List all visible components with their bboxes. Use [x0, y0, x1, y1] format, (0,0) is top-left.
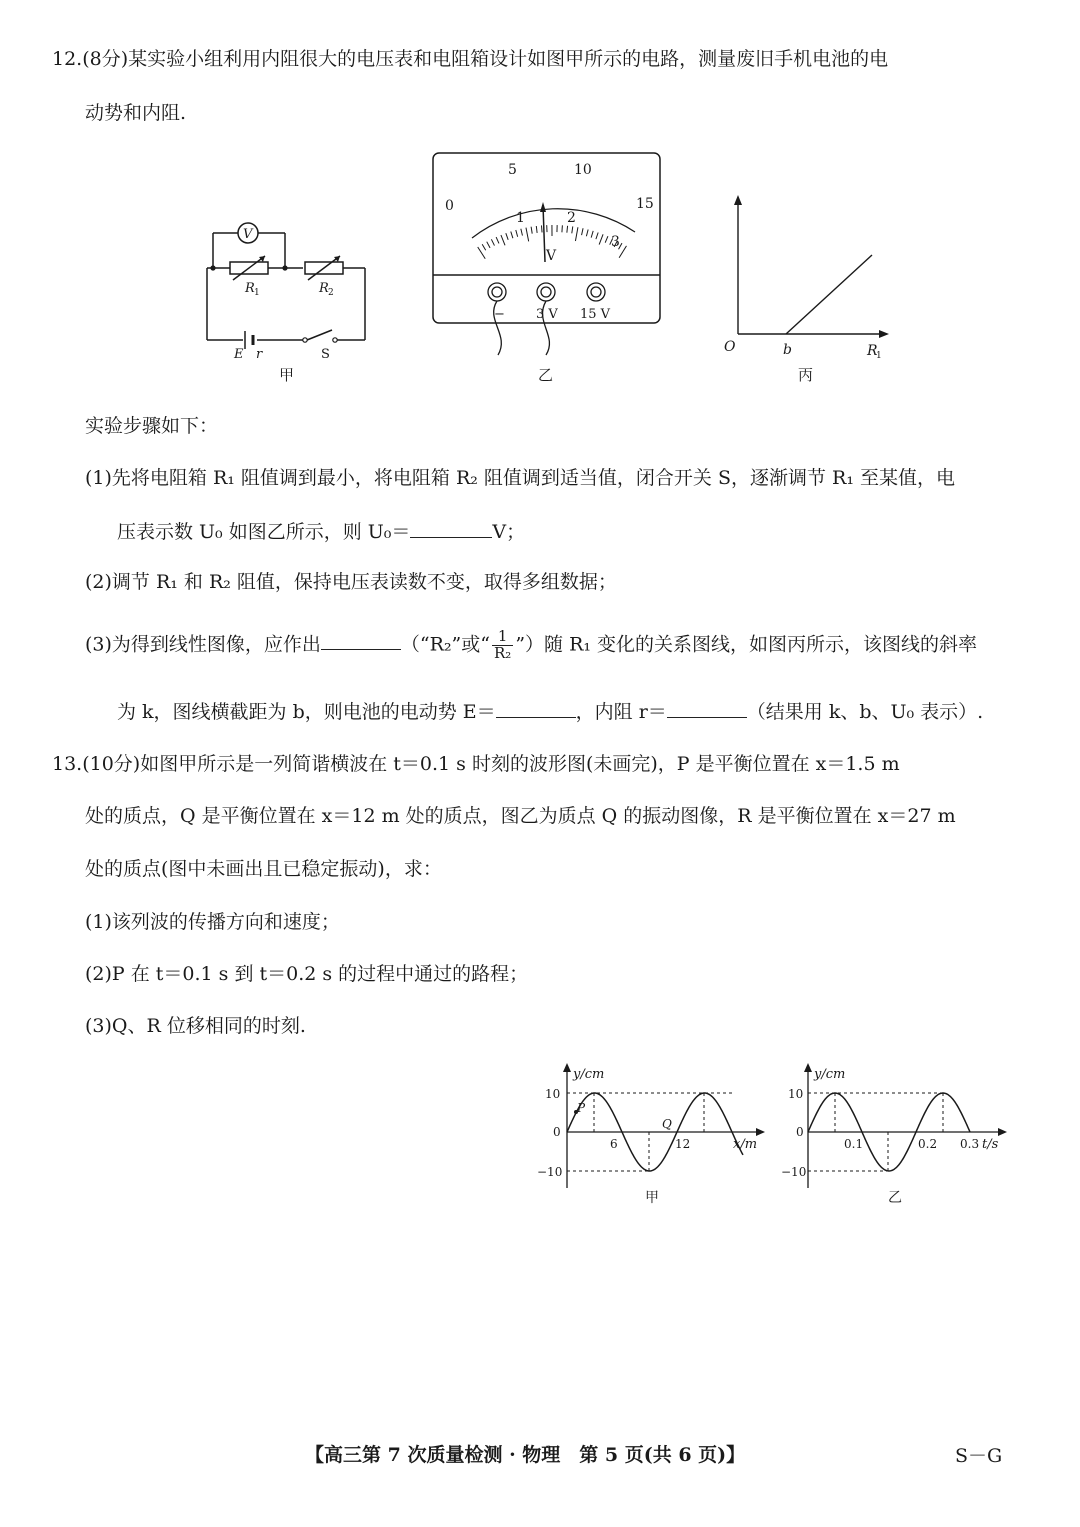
- meter-tick: [591, 231, 593, 238]
- step3-text-b: （“R₂”或“: [400, 633, 490, 656]
- step3-line1: [85, 629, 977, 662]
- step1-text: 压表示数 U₀ 如图乙所示，则 U₀＝: [117, 521, 411, 543]
- terminal-3v: 3 V: [536, 307, 558, 322]
- answer-blank-emf[interactable]: [496, 701, 576, 718]
- step1-line2: [117, 521, 525, 542]
- caption-bing: 丙: [798, 366, 814, 384]
- graph-yi-caption: 乙: [888, 1190, 902, 1206]
- meter-tick: [521, 229, 523, 236]
- step3-text-f: （结果用 k、b、U₀ 表示）.: [746, 701, 984, 723]
- paper-code: S－G: [955, 1445, 1003, 1467]
- graph-jia-xtick-12: 12: [675, 1137, 691, 1151]
- fraction-1-over-r2: [492, 629, 513, 662]
- meter-tick: [501, 235, 505, 245]
- circuit-diagram: [195, 210, 380, 385]
- q13-part3: (3)Q、R 位移相同的时刻.: [85, 1015, 306, 1037]
- graph-jia-ytick-10: 10: [545, 1087, 561, 1101]
- q13-line2: 处的质点，Q 是平衡位置在 x＝12 m 处的质点，图乙为质点 Q 的振动图像，R 是平衡位置在 x＝27 m: [85, 805, 956, 827]
- graph-yi-ytick-0: 0: [796, 1125, 804, 1139]
- linear-graph: [720, 190, 890, 390]
- graph-jia-ytick-neg10: −10: [537, 1165, 563, 1179]
- point-p-label: P: [577, 1101, 586, 1115]
- graph-jia-xtick-6: 6: [610, 1137, 618, 1151]
- page-footer: 【高三第 7 次质量检测 · 物理 第 5 页(共 6 页)】: [305, 1444, 746, 1466]
- answer-blank-quantity[interactable]: [321, 633, 401, 650]
- meter-tick: [536, 226, 537, 233]
- meter-tick: [575, 227, 577, 241]
- scale-15v-10: 10: [574, 162, 592, 178]
- scale-3v-2: 2: [567, 210, 576, 226]
- graph-yi-ylabel: y/cm: [814, 1067, 846, 1082]
- step3-text-e: ，内阻 r＝: [575, 701, 667, 723]
- terminal-negative: −: [494, 307, 505, 322]
- q13-part1: (1)该列波的传播方向和速度；: [85, 911, 340, 933]
- meter-tick: [541, 225, 542, 232]
- step1-line1: (1)先将电阻箱 R₁ 阻值调到最小，将电阻箱 R₂ 阻值调到适当值，闭合开关 S，逐渐调节 R₁ 至某值，电: [85, 467, 955, 489]
- graph-jia-ytick-0: 0: [553, 1125, 561, 1139]
- fraction-numerator: 1: [492, 629, 513, 646]
- scale-3v-1: 1: [516, 210, 525, 226]
- scale-15v-5: 5: [508, 162, 517, 178]
- graph-jia-ylabel: y/cm: [573, 1067, 605, 1082]
- graph-yi-xtick-0.3: 0.3: [960, 1137, 980, 1151]
- r1-label: R: [245, 281, 255, 296]
- graph-yi-ytick-neg10: −10: [781, 1165, 807, 1179]
- origin-label: O: [724, 339, 736, 355]
- caption-jia: 甲: [279, 366, 295, 384]
- q13-line3: 处的质点(图中未画出且已稳定振动)，求：: [85, 858, 442, 880]
- meter-tick: [516, 230, 518, 237]
- graph-yi-ytick-10: 10: [788, 1087, 804, 1101]
- graph-yi-xtick-0.2: 0.2: [918, 1137, 938, 1151]
- answer-blank-internal-r[interactable]: [667, 701, 747, 718]
- graph-jia-xlabel: x/m: [733, 1137, 758, 1152]
- graph-yi-xtick-0.1: 0.1: [844, 1137, 864, 1151]
- caption-yi: 乙: [538, 366, 554, 384]
- meter-tick: [567, 226, 568, 233]
- q12-heading: 12.(8分)某实验小组利用内阻很大的电压表和电阻箱设计如图甲所示的电路，测量废旧手机电池的电: [52, 48, 889, 70]
- step3-text-d: 为 k，图线横截距为 b，则电池的电动势 E＝: [117, 701, 496, 723]
- meter-tick: [487, 242, 490, 248]
- fraction-denominator: R₂: [494, 643, 512, 662]
- switch-label: S: [321, 347, 330, 362]
- step3-text-c: ”）随 R₁ 变化的关系图线，如图丙所示，该图线的斜率: [515, 633, 978, 656]
- graph-line: [786, 255, 872, 334]
- graph-xlabel-sub: 1: [876, 351, 882, 361]
- emf-label: E: [234, 347, 244, 362]
- r2-subscript: 2: [328, 288, 334, 298]
- step2-line: (2)调节 R₁ 和 R₂ 阻值，保持电压表读数不变，取得多组数据；: [85, 571, 617, 593]
- step1-unit: V；: [492, 521, 526, 543]
- graph-jia-caption: 甲: [645, 1190, 659, 1206]
- meter-tick: [496, 237, 499, 243]
- meter-tick: [482, 244, 486, 250]
- r2-label: R: [319, 281, 329, 296]
- internal-resistance-label: r: [256, 347, 263, 362]
- step3-line2: [117, 701, 983, 722]
- terminal-15v: 15 V: [580, 307, 611, 322]
- q12-heading-cont: 动势和内阻.: [85, 102, 187, 124]
- wave-graph: [535, 1060, 775, 1210]
- meter-tick: [526, 228, 529, 242]
- meter-unit: V: [546, 248, 557, 264]
- meter-tick: [506, 233, 508, 240]
- q13-part2: (2)P 在 t＝0.1 s 到 t＝0.2 s 的过程中通过的路程；: [85, 963, 529, 985]
- graph-xlabel: R: [867, 343, 878, 359]
- answer-blank-u0[interactable]: [410, 521, 492, 538]
- meter-tick: [619, 246, 626, 258]
- voltmeter-dial: [430, 150, 665, 390]
- meter-needle: [543, 205, 545, 262]
- intercept-label: b: [783, 342, 792, 358]
- scale-15v-15: 15: [636, 196, 654, 212]
- scale-3v-3: 3: [611, 234, 620, 250]
- r1-subscript: 1: [254, 288, 260, 298]
- graph-yi-xlabel: t/s: [982, 1137, 999, 1152]
- meter-tick: [491, 239, 494, 245]
- q13-line1: 13.(10分)如图甲所示是一列简谐横波在 t＝0.1 s 时刻的波形图(未画完)，P 是平衡位置在 x＝1.5 m: [52, 753, 900, 775]
- meter-tick: [605, 236, 608, 242]
- meter-tick: [511, 232, 513, 239]
- voltmeter-label: V: [243, 227, 253, 242]
- meter-tick: [599, 234, 603, 244]
- steps-title: 实验步骤如下：: [85, 415, 219, 437]
- meter-tick: [572, 226, 573, 233]
- point-q-label: Q: [662, 1117, 672, 1131]
- meter-tick: [596, 232, 598, 239]
- meter-tick: [586, 229, 588, 236]
- meter-tick: [531, 227, 532, 234]
- vibration-graph: [780, 1060, 1010, 1210]
- meter-tick: [478, 247, 486, 259]
- scale-15v-0: 0: [445, 198, 454, 214]
- meter-tick: [582, 228, 584, 235]
- step3-text-a: (3)为得到线性图像，应作出: [85, 633, 321, 656]
